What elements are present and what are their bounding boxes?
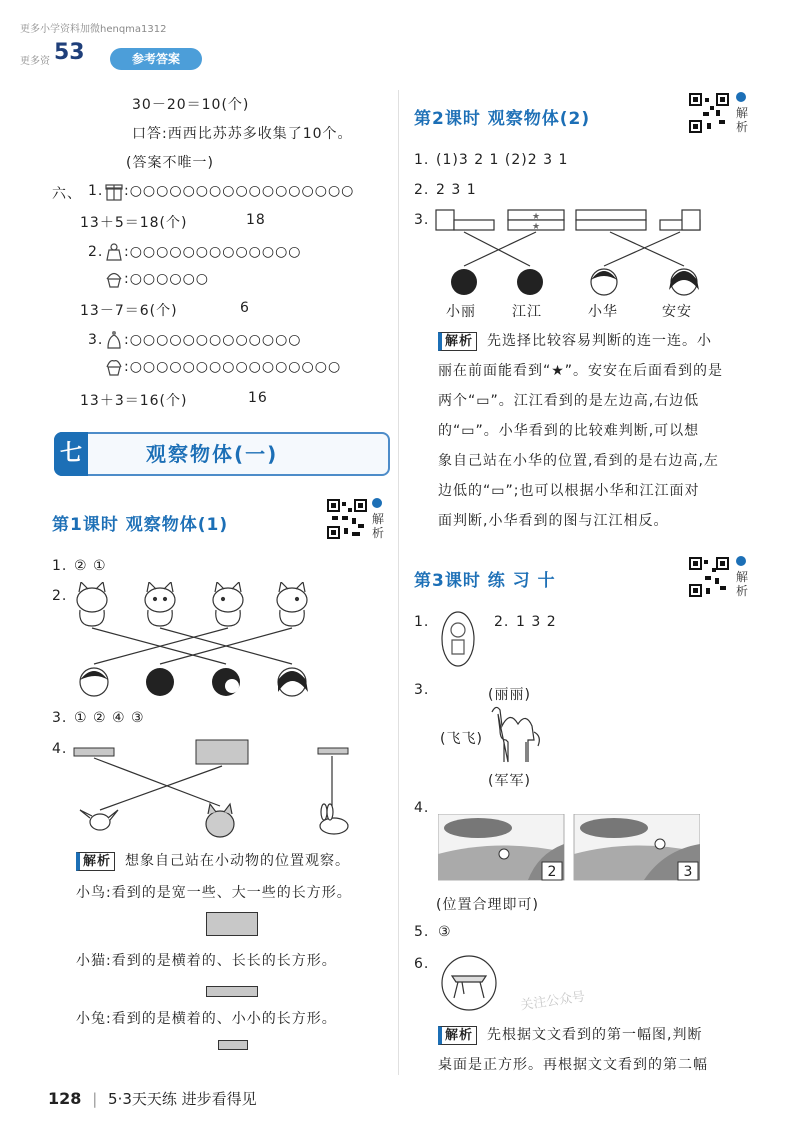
l3-q6-number: 6. <box>414 956 430 972</box>
qr-code-icon-2[interactable] <box>688 92 730 134</box>
l1-q4-number: 4. <box>52 741 68 757</box>
lesson-1-qr-label: 解析 <box>372 512 385 540</box>
muffin-icon <box>104 356 124 378</box>
l2-jiexi-line-3: 两个“▭”。江江看到的是左边高,右边低 <box>438 393 700 409</box>
camel-icon <box>486 700 546 770</box>
cat-front-icon <box>145 582 175 626</box>
l3-q5-answer: ③ <box>438 924 452 940</box>
play-icon-2[interactable] <box>736 92 746 102</box>
name-anan: 安安 <box>662 304 692 320</box>
q6-2-circles-1: :○○○○○○○○○○○○○ <box>124 244 302 260</box>
l1-q2-number: 2. <box>52 588 68 604</box>
block-views-matching <box>434 204 724 300</box>
picture-box-3: 3 <box>683 864 693 880</box>
l1-jiexi-line-2: 小鸟:看到的是宽一些、大一些的长方形。 <box>76 885 352 901</box>
column-divider <box>398 90 399 1075</box>
l3-q4-note: (位置合理即可) <box>436 897 539 913</box>
q6-3-circles-1: :○○○○○○○○○○○○○ <box>124 332 302 348</box>
logo: 53 <box>54 40 85 65</box>
owl-oval-icon <box>440 610 476 668</box>
l2-jiexi-line-6: 边低的“▭”;也可以根据小华和江江面对 <box>438 483 700 499</box>
answer-badge: 参考答案 <box>110 48 202 70</box>
cat-children-matching <box>66 582 326 706</box>
q6-3-answer: 16 <box>248 390 268 406</box>
l1-jiexi-line-1: 解析 想象自己站在小动物的位置观察。 <box>76 846 350 876</box>
l1-q3-number: 3. <box>52 710 68 726</box>
jiexi-label-2: 解析 <box>438 332 477 351</box>
l2-jiexi-line-4: 的“▭”。小华看到的比较难判断,可以想 <box>438 423 700 439</box>
watermark-text: 更多小学资料加微henqma1312 <box>20 24 167 35</box>
rectangle-animal-matching <box>60 736 360 846</box>
long-rectangle-figure <box>206 986 258 997</box>
q6-2-number: 2. <box>88 244 104 260</box>
jiexi-label: 解析 <box>76 852 115 871</box>
q6-2-answer: 6 <box>240 300 250 316</box>
q6-2-equation: 13－7＝6(个) <box>80 303 178 319</box>
chapter-banner <box>54 432 390 476</box>
child-anan-icon <box>669 269 699 295</box>
cupcake-icon <box>104 268 124 290</box>
l1-q1-number: 1. <box>52 558 68 574</box>
left-line-2: 口答:西西比苏苏多收集了10个。 <box>132 126 353 142</box>
l3-q1-number: 1. <box>414 614 430 630</box>
page-number: 128 <box>48 1089 82 1108</box>
l2-q2-answer: 2 3 1 <box>436 182 477 198</box>
section-six-label: 六、 <box>52 186 82 202</box>
qr-code-icon[interactable] <box>326 498 368 540</box>
l3-q3-top-label: (丽丽) <box>488 687 531 703</box>
lesson-3-title: 第3课时 练 习 十 <box>414 571 556 591</box>
child-xiaoli-icon <box>451 269 477 295</box>
cake-icon <box>104 241 124 263</box>
l3-jiexi-line-1: 解析 先根据文文看到的第一幅图,判断 <box>438 1020 702 1050</box>
name-jiangjiang: 江江 <box>512 304 542 320</box>
chapter-number: 七 <box>54 432 88 476</box>
q6-3-circles-2: :○○○○○○○○○○○○○○○○ <box>124 359 342 375</box>
l3-q5-number: 5. <box>414 924 430 940</box>
name-xiaohua: 小华 <box>588 304 618 320</box>
l2-jiexi-line-1: 解析 先选择比较容易判断的连一连。小 <box>438 326 712 356</box>
l2-q2-number: 2. <box>414 182 430 198</box>
bird-icon <box>80 810 118 830</box>
table-circle-icon <box>440 954 498 1012</box>
l2-jiexi-line-5: 象自己站在小华的位置,看到的是右边高,左 <box>438 453 719 469</box>
l2-q1-answer: (1)3 2 1 (2)2 3 1 <box>436 152 569 168</box>
lesson-2-qr-label: 解析 <box>736 106 749 134</box>
cat-side-icon-2 <box>277 582 307 626</box>
left-line-1: 30－20＝10(个) <box>132 97 250 113</box>
page-footer: 128 | 5·3天天练 进步看得见 <box>48 1089 257 1108</box>
l1-jiexi-line-4: 小兔:看到的是横着的、小小的长方形。 <box>76 1011 337 1027</box>
lesson-3-qr-label: 解析 <box>736 570 749 598</box>
l2-jiexi-line-7: 面判断,小华看到的图与江江相反。 <box>438 513 669 529</box>
q6-1-number: 1. <box>88 183 104 199</box>
watermark-text-2: 更多资 <box>20 56 50 67</box>
l1-q1-answer: ② ① <box>74 558 107 574</box>
l3-q4-number: 4. <box>414 800 430 816</box>
l2-jiexi-line-2: 丽在前面能看到“★”。安安在后面看到的是 <box>438 363 724 379</box>
big-rectangle-figure <box>206 912 258 936</box>
jiexi-label-3: 解析 <box>438 1026 477 1045</box>
cat-side-icon <box>213 582 243 626</box>
child-face-icon <box>80 668 108 696</box>
l1-jiexi-line-3: 小猫:看到的是横着的、长长的长方形。 <box>76 953 337 969</box>
left-line-3: (答案不唯一) <box>126 155 214 171</box>
footer-brand: 5·3天天练 进步看得见 <box>108 1090 257 1108</box>
picture-box-2: 2 <box>547 864 557 880</box>
child-back-icon <box>146 668 174 696</box>
l3-jiexi-line-2: 桌面是正方形。再根据文文看到的第二幅 <box>438 1057 708 1073</box>
play-icon[interactable] <box>372 498 382 508</box>
svg-text:★: ★ <box>531 212 541 222</box>
q6-3-number: 3. <box>88 332 104 348</box>
name-xiaoli: 小丽 <box>446 304 476 320</box>
rabbit-icon <box>320 804 348 834</box>
gift-box-icon <box>104 180 124 202</box>
child-xiaohua-icon <box>591 269 617 295</box>
chapter-title: 观察物体(一) <box>146 442 279 466</box>
watermark-official-account: 关注公众号 <box>519 989 587 1014</box>
l3-q3-number: 3. <box>414 682 430 698</box>
q6-1-answer: 18 <box>246 212 266 228</box>
small-rectangle-figure <box>218 1040 248 1050</box>
lesson-2-title: 第2课时 观察物体(2) <box>414 109 591 129</box>
q6-1-equation: 13＋5＝18(个) <box>80 215 188 231</box>
l2-q1-number: 1. <box>414 152 430 168</box>
q6-2-circles-2: :○○○○○○ <box>124 271 210 287</box>
q6-3-equation: 13＋3＝16(个) <box>80 393 188 409</box>
l3-q2-number: 2. <box>494 614 510 630</box>
child-jiangjiang-icon <box>517 269 543 295</box>
child-girl-icon <box>278 668 308 696</box>
q6-1-circles: :○○○○○○○○○○○○○○○○○ <box>124 183 355 199</box>
pudding-icon <box>104 329 124 351</box>
qr-code-icon-3[interactable] <box>688 556 730 598</box>
cat-back-icon <box>77 582 107 626</box>
l1-q3-answer: ① ② ④ ③ <box>74 710 145 726</box>
child-side-icon <box>212 668 240 696</box>
lesson-1-title: 第1课时 观察物体(1) <box>52 515 229 535</box>
l3-q3-left-label: (飞飞) <box>440 731 483 747</box>
cat-back-icon-2 <box>206 804 234 837</box>
landscape-pictures <box>438 814 700 882</box>
svg-text:★: ★ <box>531 222 541 232</box>
l2-q3-number: 3. <box>414 212 430 228</box>
l3-q2-answer: 1 3 2 <box>516 614 557 630</box>
play-icon-3[interactable] <box>736 556 746 566</box>
l3-q3-bottom-label: (军军) <box>488 773 531 789</box>
